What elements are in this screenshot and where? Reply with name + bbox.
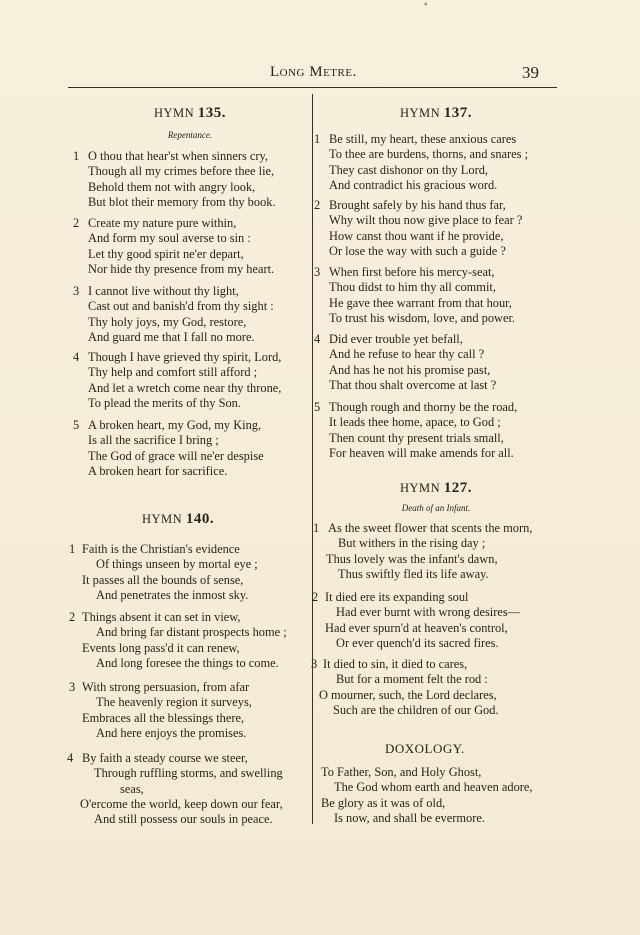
verse-line: How canst thou want if he provide, — [329, 228, 504, 243]
stanza — [314, 132, 528, 193]
verse-line: O mourner, such, the Lord declares, — [319, 687, 497, 702]
verse-line: By faith a steady course we steer, — [82, 751, 248, 765]
hymn-subtitle: Repentance. — [167, 130, 213, 140]
verse-line: Thy help and comfort still afford ; — [88, 365, 258, 380]
verse-line: And has he not his promise past, — [329, 362, 491, 377]
verse-line: And guard me that I fall no more. — [88, 329, 255, 344]
stanza-number: 3 — [311, 657, 318, 671]
stanza-number: 2 — [314, 198, 321, 212]
verse-line: But blot their memory from thy book. — [88, 194, 276, 209]
hymn-number: 140. — [185, 511, 215, 527]
page-number: 39 — [522, 63, 539, 82]
verse-line: For heaven will make amends for all. — [329, 445, 514, 460]
verse-line: But withers in the rising day ; — [338, 536, 486, 551]
verse-line: That thou shalt overcome at last ? — [329, 377, 497, 392]
verse-line: As the sweet flower that scents the morn, — [328, 521, 533, 535]
stanza — [311, 657, 499, 718]
verse-line: Or ever quench'd its sacred fires. — [336, 635, 499, 650]
verse-line: Faith is the Christian's evidence — [82, 542, 240, 556]
verse-line: Thus lovely was the infant's dawn, — [326, 551, 498, 566]
hymn-label: HYMN — [142, 512, 183, 526]
verse-line: Of things unseen by mortal eye ; — [96, 557, 258, 572]
stanza — [73, 216, 274, 277]
hymn-label: HYMN — [399, 481, 441, 495]
doxology-title: DOXOLOGY. — [385, 741, 465, 756]
verse-line: And bring far distant prospects home ; — [96, 625, 287, 640]
verse-line: I cannot live without thy light, — [88, 284, 239, 298]
hymn-135-heading — [70, 105, 310, 140]
verse-line: It died to sin, it died to cares, — [323, 657, 468, 671]
stanza-number: 1 — [313, 521, 320, 535]
stanza — [73, 284, 274, 345]
verse-line: To trust his wisdom, love, and power. — [329, 310, 516, 325]
hymn-title — [316, 480, 556, 497]
verse-line: Or lose the way with such a guide ? — [329, 243, 506, 258]
verse-line: Though rough and thorny be the road, — [329, 400, 518, 414]
verse-line: But for a moment felt the rod : — [336, 672, 488, 687]
verse-line: When first before his mercy-seat, — [329, 265, 495, 279]
verse-line: Thou didst to him thy all commit, — [329, 280, 496, 295]
verse-line: Things absent it can set in view, — [82, 610, 241, 624]
verse-line: He gave thee warrant from that hour, — [329, 295, 512, 310]
verse-line: The God of grace will ne'er despise — [88, 448, 264, 463]
verse-line: Cast out and banish'd from thy sight : — [88, 299, 274, 314]
verse-line: Did ever trouble yet befall, — [329, 332, 463, 346]
top-mark: ⁴ — [424, 0, 428, 10]
verse-line: O thou that hear'st when sinners cry, — [88, 149, 269, 163]
stanza-number: 2 — [69, 610, 76, 624]
stanza — [313, 521, 532, 582]
hymn-title — [316, 105, 556, 122]
stanza-number: 2 — [312, 590, 319, 604]
verse-line: Though I have grieved thy spirit, Lord, — [88, 350, 282, 364]
verse-line: And still possess our souls in peace. — [94, 812, 273, 827]
header-title-first: Long — [270, 64, 305, 80]
verse-line: Events long pass'd it can renew, — [82, 640, 240, 655]
verse-line: A broken heart, my God, my King, — [88, 418, 262, 432]
verse-line: A broken heart for sacrifice. — [88, 463, 228, 478]
hymn-number: 127. — [443, 480, 473, 496]
verse-line: And long foresee the things to come. — [96, 655, 279, 670]
stanza — [67, 751, 283, 827]
verse-line: Then count thy present trials small, — [329, 430, 504, 445]
stanza-number: 4 — [73, 350, 80, 364]
verse-line: Thy holy joys, my God, restore, — [88, 314, 247, 329]
verse-line: It leads thee home, apace, to God ; — [329, 415, 501, 430]
stanza — [314, 400, 517, 461]
verse-line: To Father, Son, and Holy Ghost, — [321, 765, 482, 779]
running-header — [270, 64, 357, 81]
stanza — [312, 590, 520, 651]
hymn-number: 135. — [197, 105, 227, 121]
verse-line: They cast dishonor on thy Lord, — [329, 162, 488, 177]
stanza — [69, 610, 287, 671]
verse-line: It died ere its expanding soul — [325, 590, 469, 604]
stanza — [314, 332, 496, 393]
verse-line: Though all my crimes before thee lie, — [88, 164, 275, 179]
verse-line: Embraces all the blessings there, — [82, 710, 245, 725]
verse-line: Let thy good spirit ne'er depart, — [88, 246, 244, 261]
stanza-number: 1 — [69, 542, 76, 556]
doxology-stanza — [321, 765, 533, 826]
verse-line: Be glory as it was of old, — [321, 795, 446, 810]
verse-line: Had ever spurn'd at heaven's control, — [325, 620, 508, 635]
hymn-label: HYMN — [399, 106, 441, 120]
verse-line: Such are the children of our God. — [333, 702, 499, 717]
hymn-subtitle: Death of an Infant. — [401, 503, 471, 513]
stanza-number: 4 — [67, 751, 74, 765]
hymn-label: HYMN — [153, 106, 195, 120]
verse-line: And he refuse to hear thy call ? — [329, 347, 485, 362]
verse-line: Thus swiftly fled its life away. — [338, 566, 489, 581]
verse-line: Brought safely by his hand thus far, — [329, 198, 506, 212]
stanza — [69, 680, 252, 741]
stanza — [314, 265, 515, 326]
stanza — [73, 350, 281, 411]
verse-line: The God whom earth and heaven adore, — [334, 780, 533, 795]
stanza — [69, 542, 258, 603]
verse-line: And here enjoys the promises. — [96, 725, 247, 740]
verse-line: Behold them not with angry look, — [88, 179, 256, 194]
verse-line: O'ercome the world, keep down our fear, — [80, 796, 283, 811]
verse-line: Create my nature pure within, — [88, 216, 237, 230]
stanza — [314, 198, 522, 259]
header-title-second: Metre. — [309, 64, 357, 80]
hymn-137-heading — [316, 105, 556, 122]
stanza-number: 2 — [73, 216, 80, 230]
hymn-140-heading — [70, 511, 310, 528]
hymn-number: 137. — [443, 105, 473, 121]
verse-line: And penetrates the inmost sky. — [96, 587, 249, 602]
verse-line: seas, — [120, 781, 144, 796]
verse-line: Be still, my heart, these anxious cares — [329, 132, 517, 146]
stanza-number: 1 — [314, 132, 321, 146]
verse-line: It passes all the bounds of sense, — [82, 572, 244, 587]
verse-line: Through ruffling storms, and swelling — [94, 766, 283, 781]
verse-line: To thee are burdens, thorns, and snares ; — [329, 147, 529, 162]
stanza-number: 5 — [314, 400, 321, 414]
stanza-number: 3 — [73, 284, 80, 298]
verse-line: And let a wretch come near thy throne, — [88, 380, 282, 395]
verse-line: With strong persuasion, from afar — [82, 680, 250, 694]
verse-line: Is all the sacrifice I bring ; — [88, 433, 219, 448]
stanza-number: 4 — [314, 332, 321, 346]
verse-line: Is now, and shall be evermore. — [334, 810, 485, 825]
stanza — [73, 149, 276, 210]
header-rule — [68, 87, 557, 88]
stanza-number: 1 — [73, 149, 80, 163]
stanza-number: 3 — [69, 680, 76, 694]
verse-line: And form my soul averse to sin : — [88, 231, 251, 246]
verse-line: To plead the merits of thy Son. — [88, 395, 241, 410]
verse-line: Why wilt thou now give place to fear ? — [329, 213, 523, 228]
stanza-number: 5 — [73, 418, 80, 432]
verse-line: The heavenly region it surveys, — [96, 695, 252, 710]
verse-line: Nor hide thy presence from my heart. — [88, 261, 275, 276]
stanza-number: 3 — [314, 265, 321, 279]
stanza — [73, 418, 264, 479]
hymn-title — [70, 105, 310, 122]
hymn-127-heading — [316, 480, 556, 513]
verse-line: And contradict his gracious word. — [329, 177, 498, 192]
verse-line: Had ever burnt with wrong desires— — [336, 605, 521, 620]
